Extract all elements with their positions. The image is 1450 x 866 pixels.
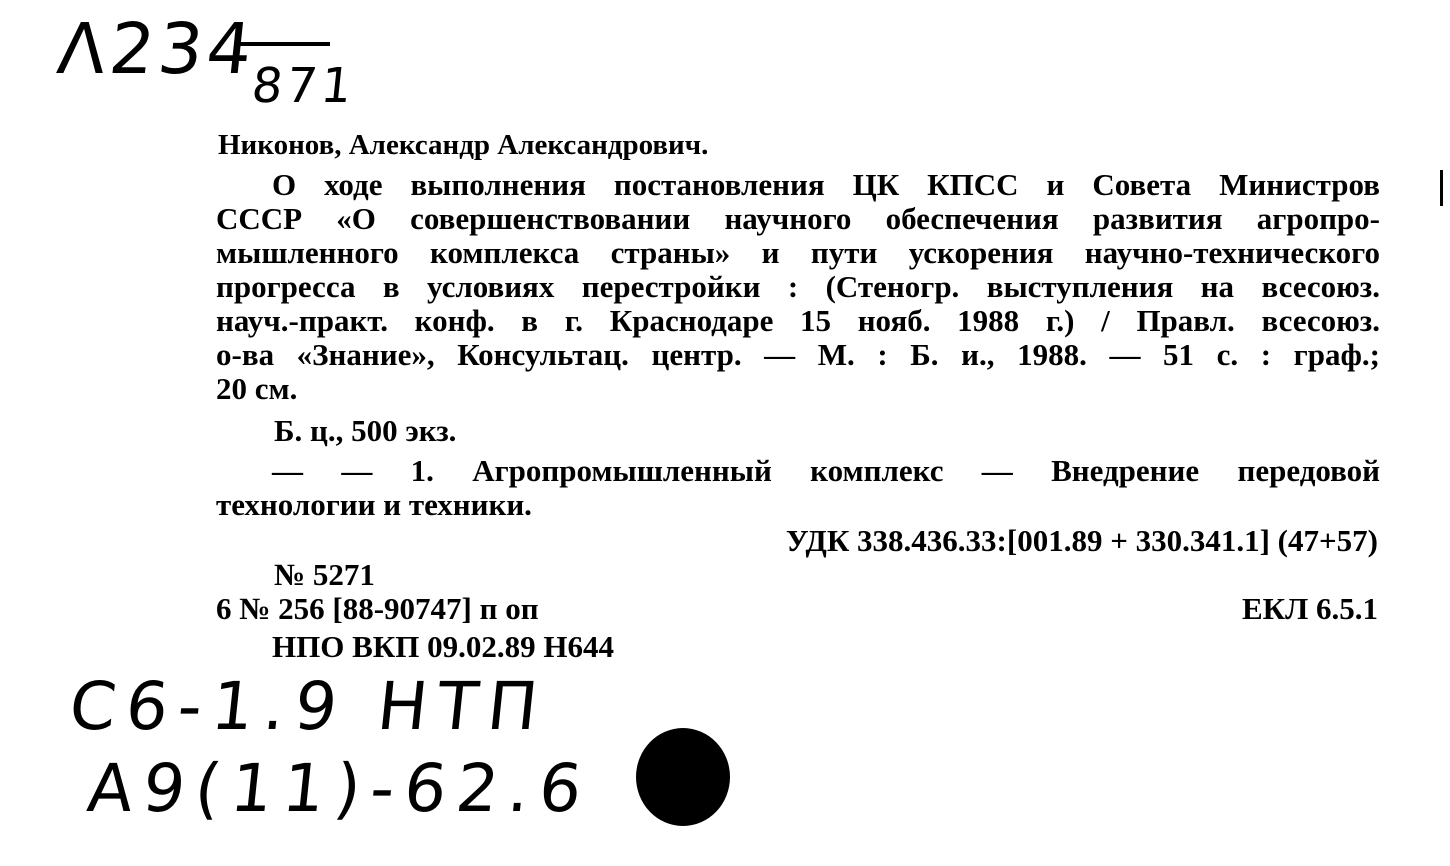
fraction-line [238,42,330,46]
handwritten-shelf-mark: Λ234 [53,8,260,90]
npo-imprint: НПО ВКП 09.02.89 Н644 [272,629,614,664]
author-heading: Никонов, Александр Александрович. [218,129,709,161]
record-number: № 5271 [274,557,375,592]
card-edge-mark [1440,170,1443,206]
handwritten-classification-2: A9(11)-62.6 [83,750,596,827]
subject-heading-line-1: — — 1. Агропромышленный комплекс — Внедрение передовой [272,453,1380,488]
handwritten-classification-1: C6-1.9 HTΠ [65,668,552,745]
price-and-print-run: Б. ц., 500 экз. [274,413,457,448]
description-line-6: о-ва «Знание», Консультац. центр. — М. : Б. и., 1988. — 51 с. : граф.; [216,337,1380,372]
punch-hole-mark [636,728,730,826]
handwritten-shelf-fraction: 871 [249,58,359,114]
ekl-code: ЕКЛ 6.5.1 [1241,591,1378,626]
udc-classification: УДК 338.436.33:[001.89 + 330.341.1] (47+57) [785,523,1378,558]
description-line-1: О ходе выполнения постановления ЦК КПСС и Совета Министров [272,167,1380,202]
subject-heading-line-2: технологии и техники. [216,487,532,522]
description-line-2: СССР «О совершенствовании научного обеспечения развития агропро- [216,201,1380,236]
description-line-7: 20 см. [216,371,298,406]
description-line-3: мышленного комплекса страны» и пути ускорения научно-технического [216,235,1380,270]
description-line-5: науч.-практ. конф. в г. Краснодаре 15 нояб. 1988 г.) / Правл. всесоюз. [216,303,1380,338]
order-number: 6 № 256 [88-90747] п оп [216,591,539,626]
description-line-4: прогресса в условиях перестройки : (Стеногр. выступления на всесоюз. [216,269,1380,304]
